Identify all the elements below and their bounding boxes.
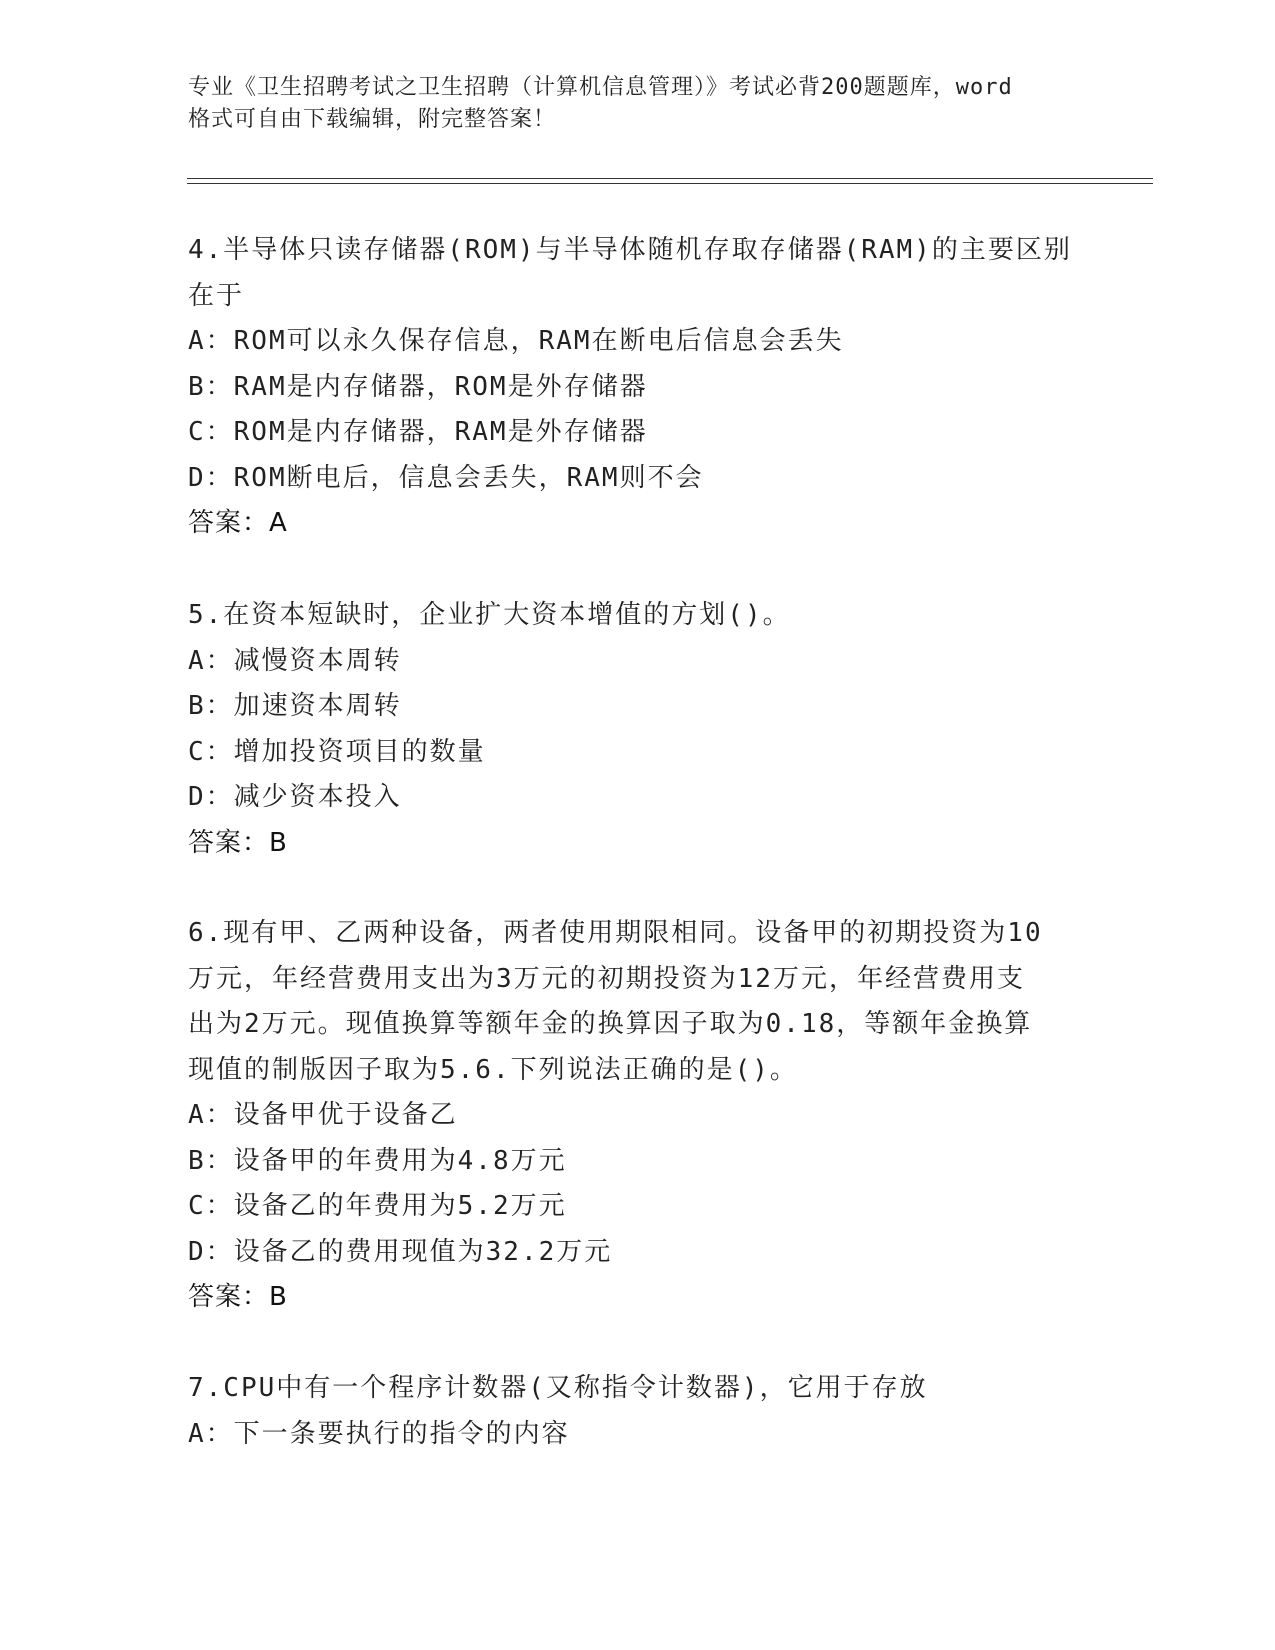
option-a: A：减慢资本周转 — [188, 645, 402, 676]
option-c: C：增加投资项目的数量 — [188, 736, 486, 767]
question-stem: 6.现有甲、乙两种设备，两者使用期限相同。设备甲的初期投资为10 — [188, 918, 1043, 948]
option-b: B：加速资本周转 — [188, 691, 402, 721]
option-c: C：设备乙的年费用为5.2万元 — [188, 1191, 567, 1221]
question-5 — [188, 593, 1068, 866]
document-header — [188, 72, 1088, 136]
question-stem: 7.CPU中有一个程序计数器(又称指令计数器)，它用于存放 — [188, 1373, 928, 1403]
answer-line: 答案：B — [188, 827, 288, 858]
answer-line: 答案：A — [188, 508, 288, 538]
option-a: A：ROM可以永久保存信息，RAM在断电后信息会丢失 — [188, 326, 844, 356]
option-c: C：ROM是内存储器，RAM是外存储器 — [188, 417, 648, 447]
question-4 — [188, 228, 1072, 547]
option-d: D：ROM断电后，信息会丢失，RAM则不会 — [188, 462, 704, 493]
answer-line: 答案：B — [188, 1282, 288, 1312]
option-a: A：设备甲优于设备乙 — [188, 1100, 458, 1130]
header-line-1: 专业《卫生招聘考试之卫生招聘（计算机信息管理）》考试必背200题题库，word — [188, 75, 1013, 100]
header-line-2: 格式可自由下载编辑，附完整答案！ — [188, 107, 557, 132]
header-divider-bottom — [187, 183, 1153, 184]
question-7 — [188, 1366, 1068, 1457]
question-stem: 万元，年经营费用支出为3万元的初期投资为12万元，年经营费用支 — [188, 963, 1025, 994]
option-d: D：设备乙的费用现值为32.2万元 — [188, 1236, 613, 1267]
question-stem: 出为2万元。现值换算等额年金的换算因子取为0.18，等额年金换算 — [188, 1009, 1033, 1039]
option-b: B：RAM是内存储器，ROM是外存储器 — [188, 371, 648, 402]
question-stem: 在于 — [188, 280, 245, 311]
option-b: B：设备甲的年费用为4.8万元 — [188, 1145, 567, 1176]
option-d: D：减少资本投入 — [188, 782, 402, 812]
question-stem: 4.半导体只读存储器(ROM)与半导体随机存取存储器(RAM)的主要区别 — [188, 235, 1072, 265]
option-a: A：下一条要执行的指令的内容 — [188, 1418, 570, 1449]
header-divider-top — [187, 178, 1153, 179]
question-stem: 5.在资本短缺时，企业扩大资本增值的方划()。 — [188, 600, 791, 630]
question-6 — [188, 911, 1068, 1321]
question-stem: 现值的制版因子取为5.6.下列说法正确的是()。 — [188, 1054, 798, 1085]
